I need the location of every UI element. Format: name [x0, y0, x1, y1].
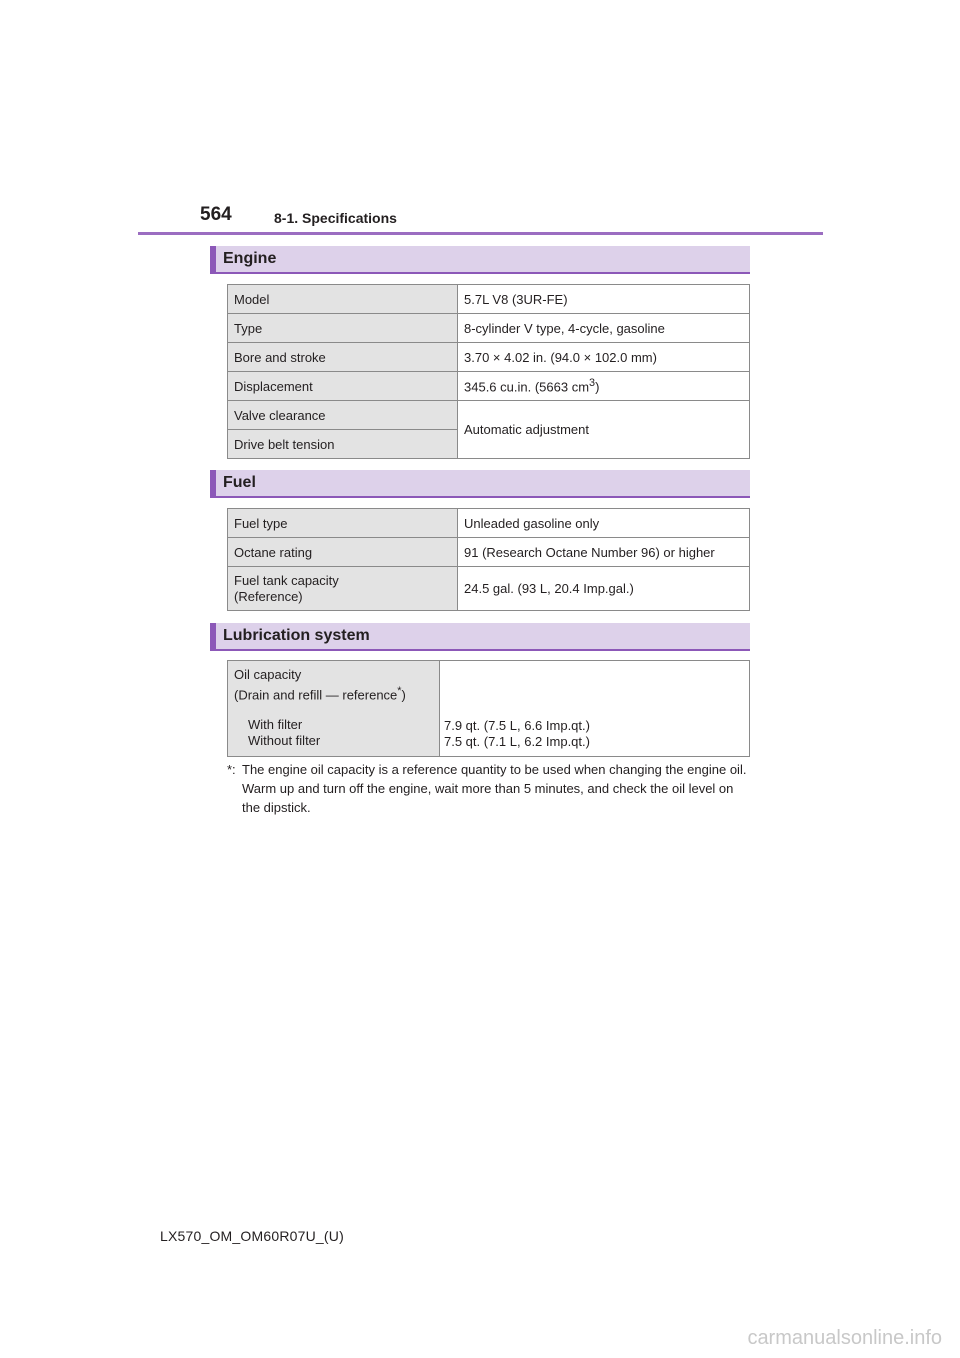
label-line: (Drain and refill — reference [234, 687, 398, 703]
superscript: 3 [589, 377, 596, 390]
table-row [228, 401, 750, 430]
section-title: 8-1. Specifications [274, 210, 397, 226]
engine-heading: Engine [210, 246, 750, 274]
spec-value: 8-cylinder V type, 4-cycle, gasoline [458, 314, 750, 343]
spec-label: Fuel type [228, 509, 458, 538]
spec-value: Unleaded gasoline only [458, 509, 750, 538]
footnote-mark: *: [227, 762, 236, 777]
spec-label: Octane rating [228, 538, 458, 567]
lubrication-spec-table [227, 660, 750, 757]
spec-label: Bore and stroke [228, 343, 458, 372]
spec-value: 3.70 × 4.02 in. (94.0 × 102.0 mm) [458, 343, 750, 372]
label-line: Oil capacity [234, 667, 302, 682]
table-row [228, 661, 750, 757]
displacement-value: 345.6 cu.in. (5663 cm [464, 379, 590, 395]
table-row [228, 372, 750, 401]
spec-value [458, 372, 750, 401]
spec-value: 91 (Research Octane Number 96) or higher [458, 538, 750, 567]
table-row [228, 538, 750, 567]
footnote-mark: * [397, 685, 402, 697]
with-filter-value: 7.9 qt. (7.5 L, 6.6 Imp.qt.) [444, 718, 590, 733]
label-line-end: ) [401, 687, 406, 703]
table-row [228, 509, 750, 538]
spec-value: Automatic adjustment [458, 401, 750, 459]
table-row [228, 343, 750, 372]
spec-value: 5.7L V8 (3UR-FE) [458, 285, 750, 314]
with-filter-label: With filter [248, 717, 303, 733]
spec-label [228, 567, 458, 611]
footnote-text: The engine oil capacity is a reference quantity to be used when changing the engine oil. Warm up and turn off the engine, wait more than 5 minutes, and check the oil level on the dipstick. [242, 762, 747, 815]
spec-value [440, 661, 750, 757]
fuel-heading: Fuel [210, 470, 750, 498]
without-filter-label: Without filter [248, 733, 321, 749]
page-number: 564 [200, 204, 232, 225]
spec-label: Drive belt tension [228, 430, 458, 459]
lubrication-heading: Lubrication system [210, 623, 750, 651]
without-filter-value: 7.5 qt. (7.1 L, 6.2 Imp.qt.) [444, 734, 590, 749]
spacer [234, 703, 433, 717]
footnote [227, 760, 752, 817]
label-line: (Reference) [234, 588, 303, 604]
fuel-spec-table [227, 508, 750, 611]
watermark: carmanualsonline.info [747, 1327, 942, 1349]
spec-label: Valve clearance [228, 401, 458, 430]
label-line: Fuel tank capacity [234, 572, 339, 588]
engine-spec-table [227, 284, 750, 459]
spec-label: Displacement [228, 372, 458, 401]
spec-value: 24.5 gal. (93 L, 20.4 Imp.gal.) [458, 567, 750, 611]
table-row [228, 567, 750, 611]
value-suffix: ) [595, 379, 600, 395]
spec-label [228, 661, 440, 757]
table-row [228, 314, 750, 343]
table-row [228, 285, 750, 314]
header-divider [138, 232, 823, 235]
document-code: LX570_OM_OM60R07U_(U) [160, 1228, 344, 1244]
spec-label: Model [228, 285, 458, 314]
spec-label: Type [228, 314, 458, 343]
